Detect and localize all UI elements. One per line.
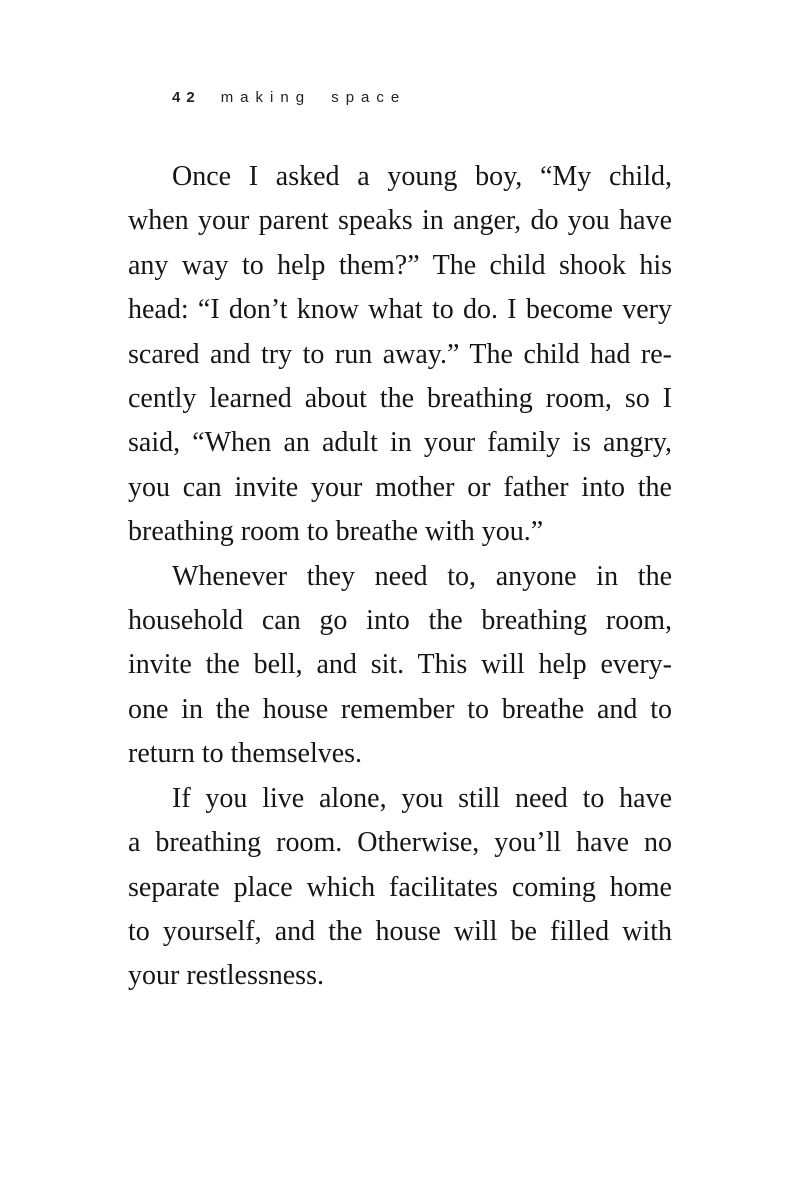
paragraph <box>128 555 672 777</box>
text-line: invite the bell, and sit. This will help every- <box>128 649 672 681</box>
text-line: when your parent speaks in anger, do you have <box>128 205 672 237</box>
text-line: to yourself, and the house will be filled with <box>128 915 672 947</box>
text-line: said, “When an adult in your family is angry, <box>128 427 672 459</box>
text-line: you can invite your mother or father into the <box>128 471 672 503</box>
text-line: head: “I don’t know what to do. I become very <box>128 294 672 326</box>
text-line: Whenever they need to, anyone in the <box>172 560 672 592</box>
text-line: separate place which facilitates coming home <box>128 871 672 903</box>
text-line: a breathing room. Otherwise, you’ll have no <box>128 827 672 859</box>
text-line: your restlessness. <box>128 960 324 992</box>
running-title: making space <box>220 89 407 106</box>
text-line: any way to help them?” The child shook his <box>128 249 672 281</box>
text-line: Once I asked a young boy, “My child, <box>172 161 672 192</box>
page-number: 42 <box>172 89 201 106</box>
text-line: one in the house remember to breathe and to <box>128 693 672 725</box>
paragraph <box>128 155 672 555</box>
text-line: If you live alone, you still need to have <box>172 782 672 814</box>
text-line: return to themselves. <box>128 738 363 770</box>
text-line: breathing room to breathe with you.” <box>128 516 544 548</box>
paragraph <box>128 777 672 999</box>
text-line: scared and try to run away.” The child had re- <box>128 338 672 370</box>
text-line: cently learned about the breathing room, so I <box>128 383 672 415</box>
page-body <box>128 155 672 999</box>
text-line: household can go into the breathing room, <box>128 605 672 637</box>
running-header <box>172 88 406 108</box>
